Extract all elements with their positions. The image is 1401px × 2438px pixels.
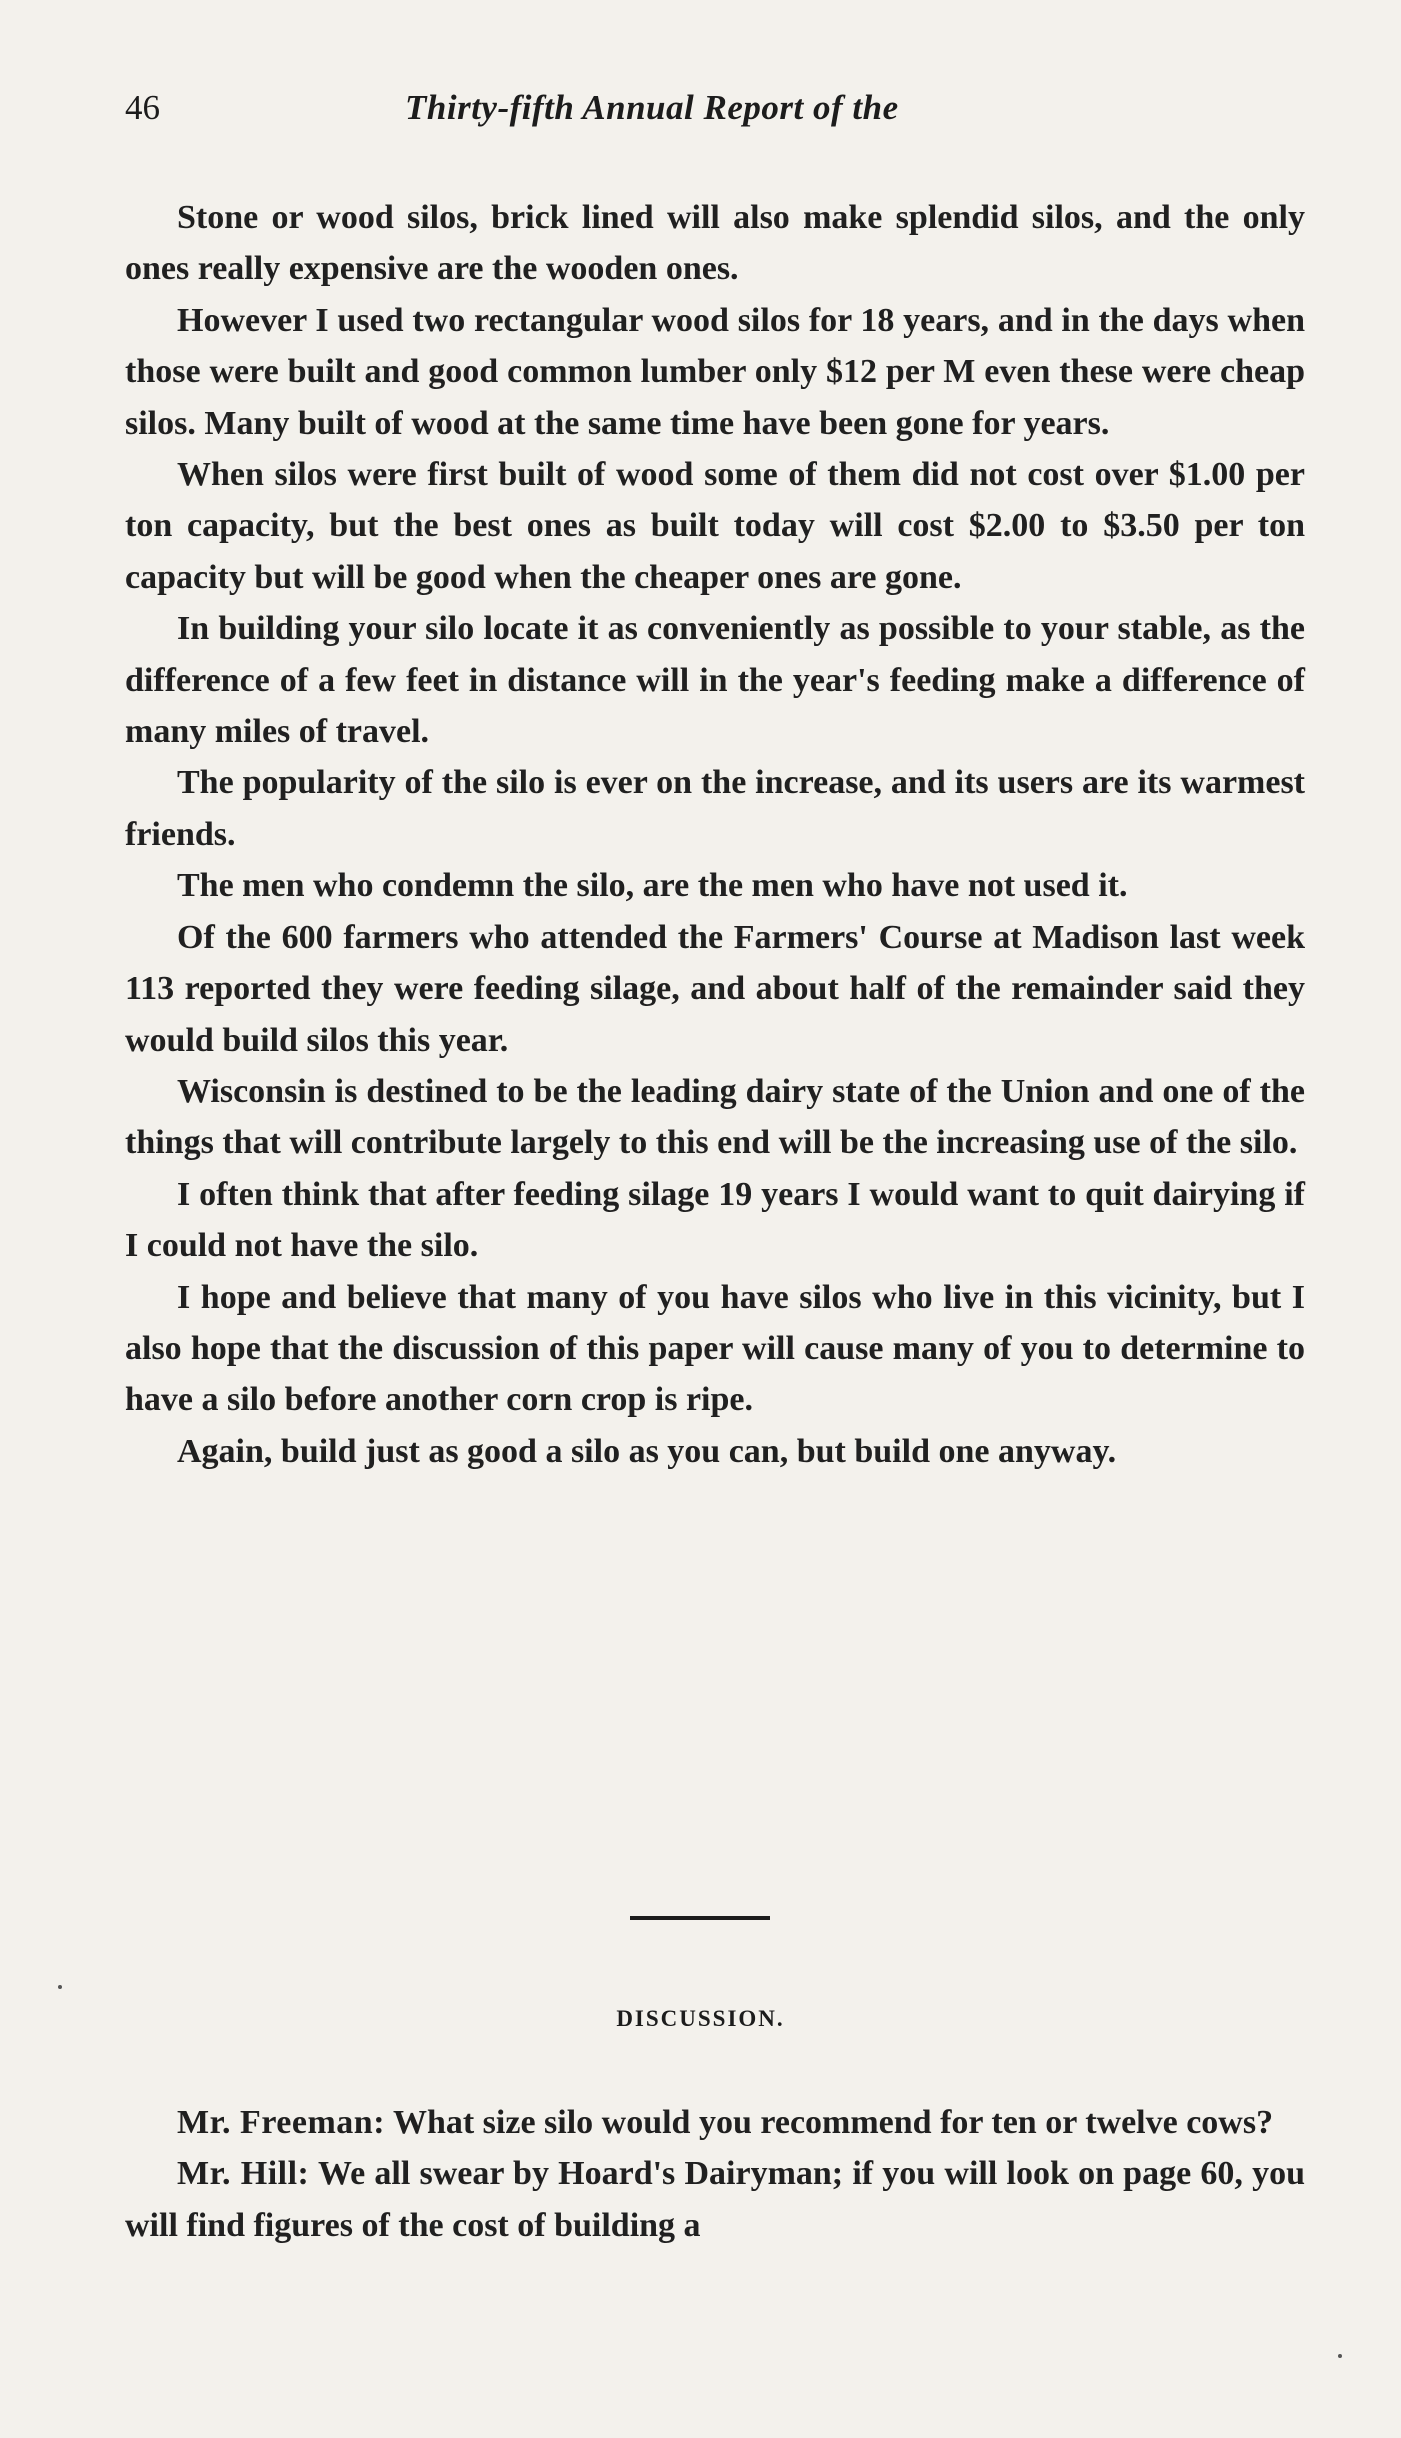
paragraph: Again, build just as good a silo as you can, but build one anyway.: [177, 1432, 1117, 1470]
speaker-name: Mr. Freeman:: [177, 2104, 386, 2141]
paragraph: However I used two rectangular wood silos for 18 years, and in the days when those were built and good common lumber only $12 per M even these were cheap silos. Many built of wood at the same time have been gone for years.: [125, 301, 1305, 442]
paragraph: Of the 600 farmers who attended the Farmers' Course at Madison last week 113 reported they were feeding silage, and about half of the remainder said they would build silos this year.: [125, 918, 1305, 1059]
paragraph: I often think that after feeding silage 19 years I would want to quit dairying if I could not have the silo.: [125, 1175, 1305, 1265]
speaker-remark: What size silo would you recommend for ten or twelve cows?: [392, 2104, 1274, 2141]
print-speck: [1338, 2354, 1342, 2358]
page-number: 46: [125, 88, 160, 127]
print-speck: [58, 1985, 62, 1989]
paragraph: I hope and believe that many of you have silos who live in this vicinity, but I also hope that the discussion of this paper will cause many of you to determine to have a silo before another corn crop is ripe.: [125, 1278, 1305, 1419]
paragraph: The men who condemn the silo, are the men who have not used it.: [177, 867, 1128, 905]
paragraph: The popularity of the silo is ever on the increase, and its users are its warmest friends.: [125, 764, 1305, 853]
paragraph: Wisconsin is destined to be the leading dairy state of the Union and one of the things that will contribute largely to this end will be the increasing use of the silo.: [125, 1072, 1305, 1162]
speaker-name: Mr. Hill:: [177, 2155, 310, 2193]
discussion-entry: [125, 2148, 1305, 2251]
paragraph: Stone or wood silos, brick lined will also make splendid silos, and the only ones really expensive are the wooden ones.: [125, 199, 1305, 288]
running-title: Thirty-fifth Annual Report of the: [405, 88, 899, 127]
discussion-section: [125, 2097, 1305, 2251]
paragraph: In building your silo locate it as conveniently as possible to your stable, as the difference of a few feet in distance will in the year's feeding make a difference of many miles of travel.: [125, 610, 1305, 751]
page-header: [125, 80, 1305, 140]
section-divider: [630, 1916, 770, 1920]
body-text: [125, 192, 1305, 1477]
speaker-remark: We all swear by Hoard's Dairyman; if you will look on page 60, you will find figures of the cost of building a: [125, 2155, 1305, 2244]
discussion-entry: [125, 2097, 1305, 2148]
discussion-heading: DISCUSSION.: [616, 2006, 785, 2031]
paragraph: When silos were first built of wood some of them did not cost over $1.00 per ton capacity, but the best ones as built today will cost $2.00 to $3.50 per ton capacity but will be good when the cheaper ones are gone.: [125, 456, 1305, 596]
